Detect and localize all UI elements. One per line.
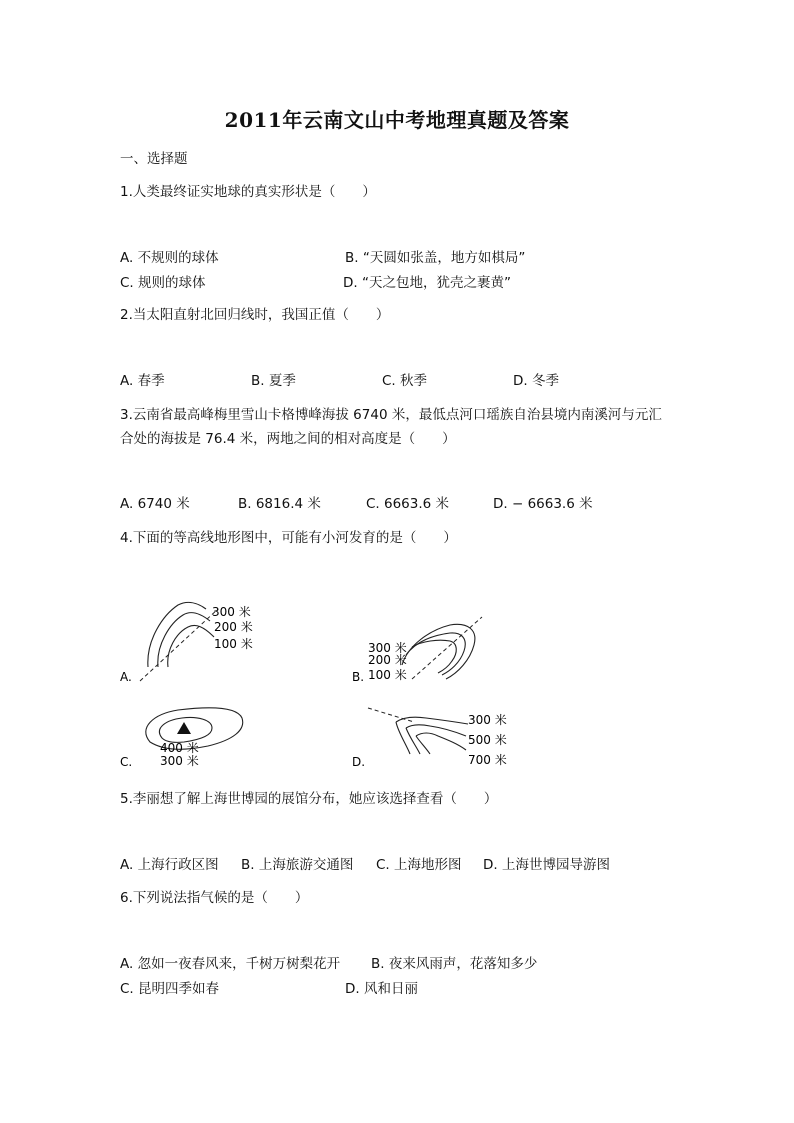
contour-map-d[interactable] (350, 702, 520, 772)
q5-option-b[interactable]: B. 上海旅游交通图 (241, 857, 354, 873)
section-heading: 一、选择题 (120, 151, 188, 167)
q5-option-c[interactable]: C. 上海地形图 (376, 857, 462, 873)
q5-option-a[interactable]: A. 上海行政区图 (120, 857, 219, 873)
map-b-label: B. (352, 670, 365, 684)
q1-option-a[interactable]: A. 不规则的球体 (120, 250, 219, 266)
question-5-stem: 5.李丽想了解上海世博园的展馆分布，她应该选择查看（ ） (120, 791, 498, 807)
contour-map-b[interactable] (350, 605, 500, 687)
q2-option-d[interactable]: D. 冬季 (513, 373, 559, 389)
question-6-stem: 6.下列说法指气候的是（ ） (120, 890, 309, 906)
map-d-label: D. (352, 755, 366, 769)
question-2-stem: 2.当太阳直射北回归线时，我国正值（ ） (120, 307, 390, 323)
map-c-contour-400: 400 米 (160, 741, 199, 755)
question-3-stem-line2: 合处的海拔是 76.4 米，两地之间的相对高度是（ ） (120, 431, 456, 447)
q6-option-a[interactable]: A. 忽如一夜春风来，千树万树梨花开 (120, 956, 341, 972)
q3-option-c[interactable]: C. 6663.6 米 (366, 496, 450, 512)
map-a-label: A. (120, 670, 132, 684)
q1-option-c[interactable]: C. 规则的球体 (120, 275, 206, 291)
contour-map-a[interactable] (118, 595, 278, 685)
q3-option-b[interactable]: B. 6816.4 米 (238, 496, 321, 512)
q6-option-c[interactable]: C. 昆明四季如春 (120, 981, 220, 997)
map-a-contour-300: 300 米 (212, 605, 251, 619)
map-b-contour-200: 200 米 (368, 653, 407, 667)
page-title: 2011年云南文山中考地理真题及答案 (224, 108, 570, 132)
q2-option-c[interactable]: C. 秋季 (382, 373, 428, 389)
q1-option-d[interactable]: D. “天之包地，犹壳之裹黄” (343, 275, 511, 291)
q3-option-d[interactable]: D. − 6663.6 米 (493, 496, 593, 512)
q1-option-b[interactable]: B. “天圆如张盖，地方如棋局” (345, 250, 526, 266)
question-4-stem: 4.下面的等高线地形图中，可能有小河发育的是（ ） (120, 530, 457, 546)
map-a-contour-100: 100 米 (214, 637, 253, 651)
q2-option-b[interactable]: B. 夏季 (251, 373, 296, 389)
map-d-contour-500: 500 米 (468, 733, 507, 747)
map-a-contour-200: 200 米 (214, 620, 253, 634)
q6-option-b[interactable]: B. 夜来风雨声，花落知多少 (371, 956, 538, 972)
question-1-stem: 1.人类最终证实地球的真实形状是（ ） (120, 184, 376, 200)
q5-option-d[interactable]: D. 上海世博园导游图 (483, 857, 610, 873)
map-d-contour-300: 300 米 (468, 713, 507, 727)
map-d-contour-700: 700 米 (468, 753, 507, 767)
map-c-contour-300: 300 米 (160, 754, 199, 768)
map-c-label: C. (120, 755, 133, 769)
q3-option-a[interactable]: A. 6740 米 (120, 496, 190, 512)
q6-option-d[interactable]: D. 风和日丽 (345, 981, 418, 997)
map-b-contour-300: 300 米 (368, 641, 407, 655)
question-3-stem-line1: 3.云南省最高峰梅里雪山卡格博峰海拔 6740 米，最低点河口瑶族自治县境内南溪河与元汇 (120, 407, 662, 423)
q2-option-a[interactable]: A. 春季 (120, 373, 165, 389)
map-b-contour-100: 100 米 (368, 668, 407, 682)
peak-triangle-icon (177, 722, 191, 734)
contour-map-c[interactable] (118, 700, 258, 772)
